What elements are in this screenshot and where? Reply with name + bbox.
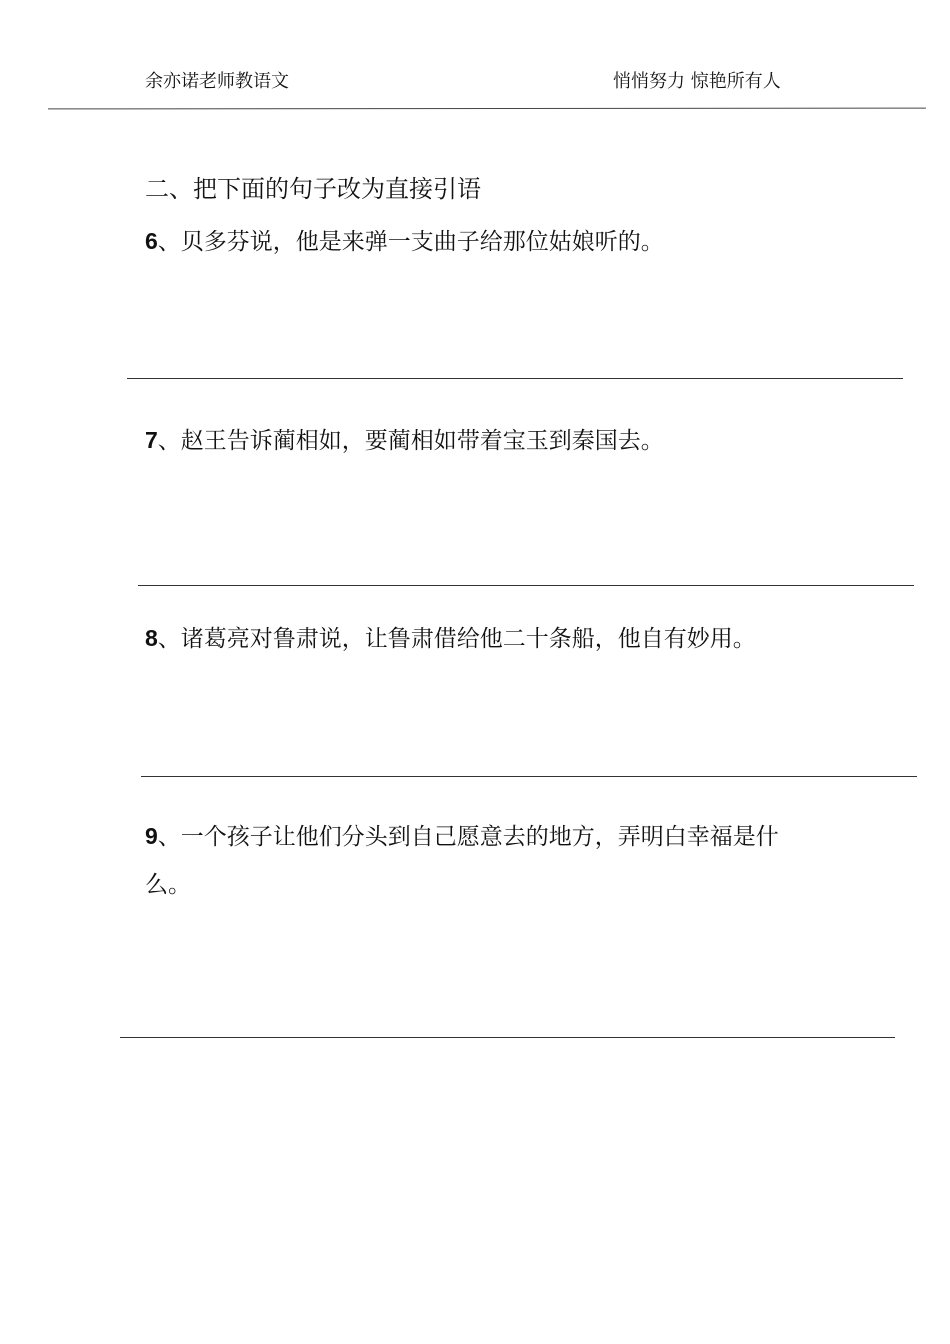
answer-line-6[interactable] xyxy=(127,378,903,379)
answer-line-7[interactable] xyxy=(138,585,914,586)
answer-line-8[interactable] xyxy=(141,776,917,777)
question-7 xyxy=(145,416,825,465)
question-6 xyxy=(145,217,825,266)
question-text: 、赵王告诉蔺相如，要蔺相如带着宝玉到秦国去。 xyxy=(157,428,664,454)
header-divider xyxy=(48,108,926,110)
question-number: 6 xyxy=(145,228,158,254)
question-number: 7 xyxy=(145,427,158,453)
question-text: 、贝多芬说，他是来弹一支曲子给那位姑娘听的。 xyxy=(157,229,664,255)
question-text: 、诸葛亮对鲁肃说，让鲁肃借给他二十条船，他自有妙用。 xyxy=(157,626,756,652)
question-text: 、一个孩子让他们分头到自己愿意去的地方，弄明白幸福是什么。 xyxy=(145,824,779,898)
header-left-text: 余亦诺老师教语文 xyxy=(145,71,289,92)
header-right-text: 悄悄努力 惊艳所有人 xyxy=(613,71,781,92)
answer-line-9[interactable] xyxy=(120,1037,895,1038)
section-title: 二、把下面的句子改为直接引语 xyxy=(145,175,481,203)
question-number: 9 xyxy=(145,823,158,849)
question-8 xyxy=(145,614,825,663)
question-number: 8 xyxy=(145,625,158,651)
question-9 xyxy=(145,812,813,909)
